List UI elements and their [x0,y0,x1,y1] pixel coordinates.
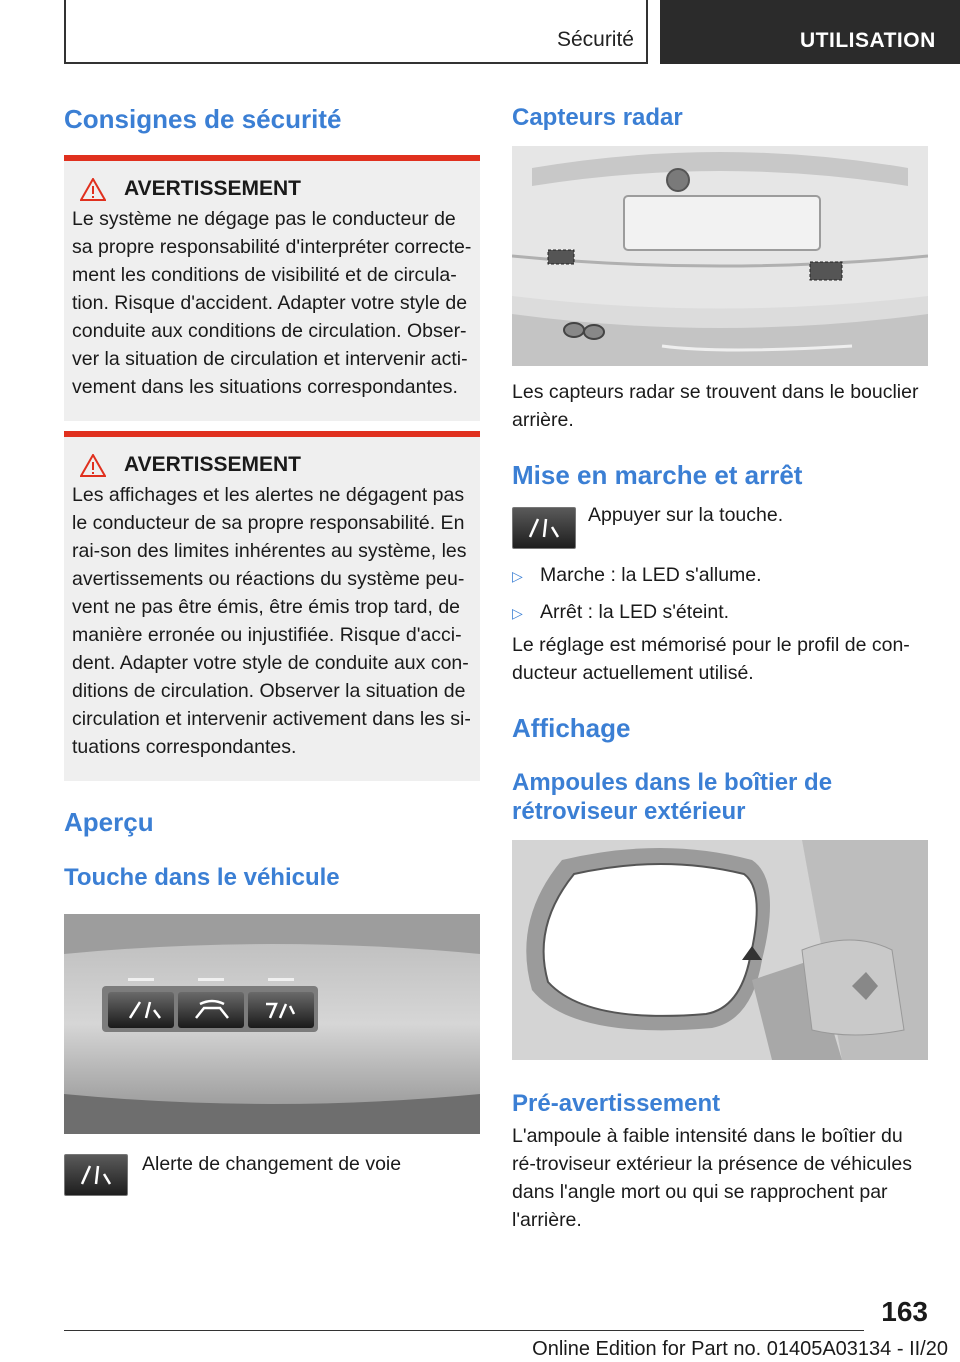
warning-label-2: AVERTISSEMENT [124,453,301,476]
warning-text-2: Les affichages et les alertes ne dégagent pas le conducteur de sa propre responsabilité. En rai-son des limites inhérentes au système, les avertissements ou réactions du système peu-vent ne pas être émis, être émis trop tard, de manière erronée ou injustifiée. Risque d'acci-dent. Adapter votre style de conduite aux con-ditions de circulation. Observer la situation de circulation et intervenir activement dans les si-tuations correspondantes. [72,484,471,758]
button-caption: Alerte de changement de voie [142,1153,402,1175]
right-column [512,90,928,1234]
footer-edition: Online Edition for Part no. 01405A03134 - II/20 [532,1338,948,1360]
display-title: Affichage [512,713,631,743]
warning-text-1: Le système ne dégage pas le conducteur de sa propre responsabilité d'interpréter correcte-ment les conditions de visibilité et de circula-tion. Risque d'accident. Adapter votre style de conduite aux conditions de circulation. Obser-ver la situation de circulation et intervenir acti-vement dans les situations correspondantes. [72,208,472,398]
radar-text: Les capteurs radar se trouvent dans le bouclier arrière. [512,381,919,431]
list-item-text: Arrêt : la LED s'éteint. [540,601,730,623]
overview-title: Aperçu [64,807,154,837]
warning-header-1 [72,177,472,201]
button-title: Touche dans le véhicule [64,864,340,891]
page-number: 163 [881,1296,928,1327]
list-item [512,561,928,590]
mirror-photo [512,840,928,1060]
vehicle-buttons-illustration [64,914,480,1134]
button-legend [64,1154,480,1196]
prewarn-title: Pré-avertissement [512,1090,721,1117]
radar-sensors-photo [512,146,928,366]
warning-label-1: AVERTISSEMENT [124,177,301,200]
bullet-triangle-icon: ▷ [512,568,523,584]
list-item-text: Marche : la LED s'allume. [540,564,762,586]
left-column [64,90,480,1196]
header-section-box [64,0,648,64]
onoff-instruction: Appuyer sur la touche. [588,504,784,526]
warning-header-2 [72,453,472,477]
warning-box-2 [64,431,480,781]
warning-triangle-icon [80,178,106,201]
mirror-title: Ampoules dans le boîtier de rétroviseur extérieur [512,769,833,825]
side-mirror-illustration [512,840,928,1060]
onoff-list [512,561,928,627]
warning-box-1 [64,155,480,421]
memory-text: Le réglage est mémorisé pour le profil de con-ducteur actuellement utilisé. [512,634,910,684]
bullet-triangle-icon: ▷ [512,605,523,621]
vehicle-buttons-photo [64,914,480,1134]
warning-triangle-icon [80,454,106,477]
header-section: Sécurité [556,28,634,51]
radar-title: Capteurs radar [512,104,683,131]
header-chapter: UTILISATION [660,0,960,64]
onoff-title: Mise en marche et arrêt [512,460,803,490]
onoff-instruction-row [512,504,928,549]
lane-change-warning-button-icon [64,1154,128,1196]
page-header [0,0,960,66]
safety-title: Consignes de sécurité [64,104,342,134]
list-item [512,598,928,627]
prewarn-text: L'ampoule à faible intensité dans le boîtier du ré-troviseur extérieur la présence de véhicules dans l'angle mort ou qui se rapprochent par l'arrière. [512,1125,912,1231]
car-rear-illustration [512,146,928,366]
lane-change-warning-button-icon [512,507,576,549]
footer-divider [64,1330,864,1331]
